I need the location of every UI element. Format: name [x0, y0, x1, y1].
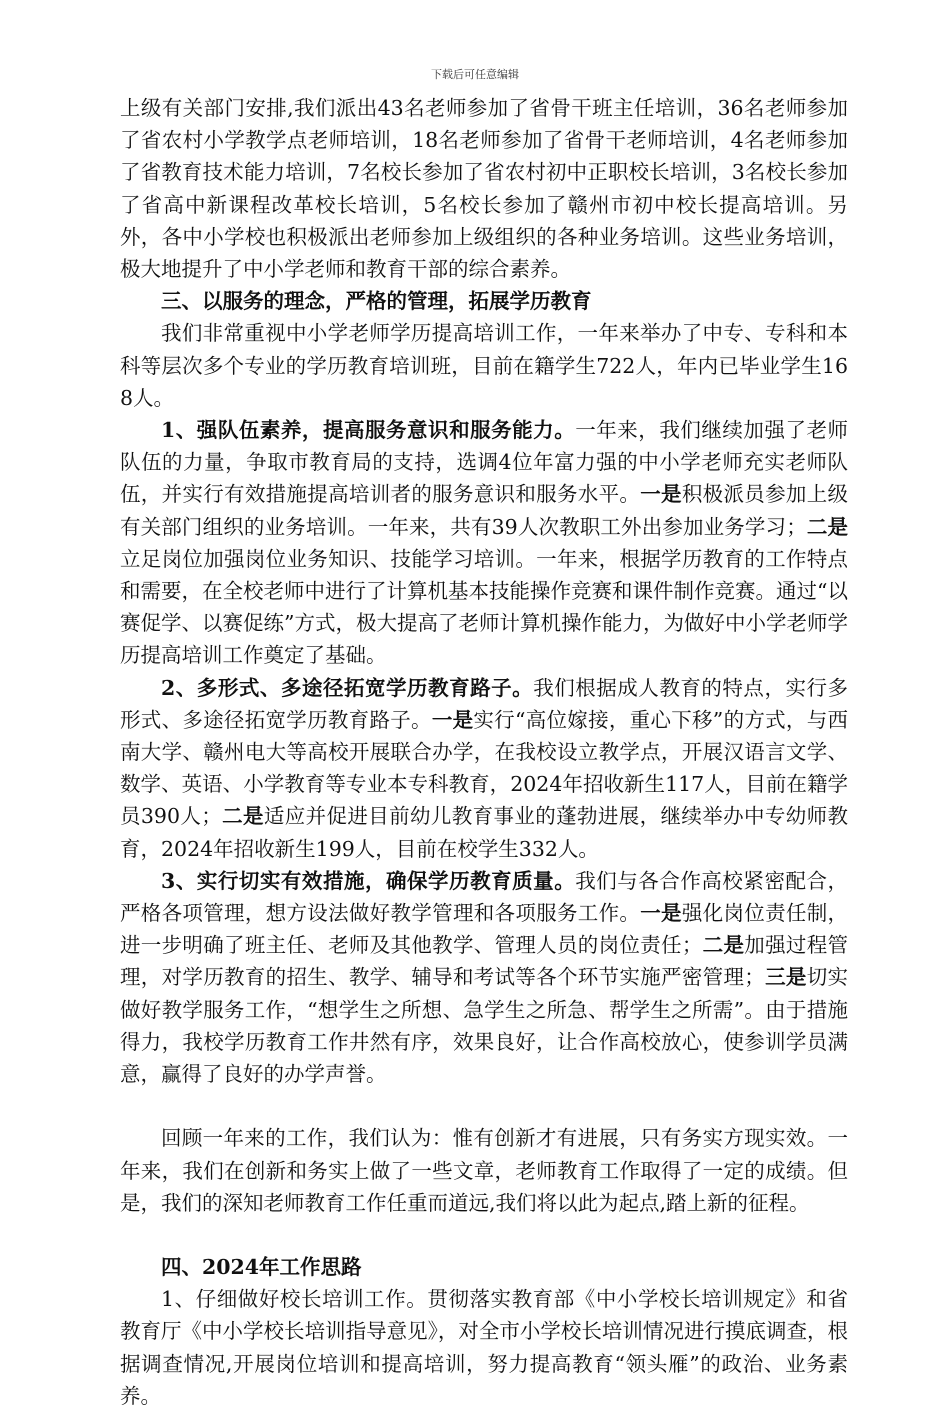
subsection-3-text-4: 切实做好教学服务工作，“想学生之所想、急学生之所急、帮学生之所需”。由于措施得力，我校学历教育工作井然有序，效果良好，让合作高校放心，使参训学员满意，赢得了良好的办学声誉。 [120, 965, 849, 1087]
paragraph-review: 回顾一年来的工作，我们认为：惟有创新才有进展，只有务实方现实效。一年来，我们在创新和务实上做了一些文章，老师教育工作取得了一定的成绩。但是，我们的深知老师教育工作任重而道远,我们将以此为起点,踏上新的征程。 [120, 1126, 848, 1215]
subsection-2-text-2: 实行“高位嫁接，重心下移”的方式，与西南大学、赣州电大等高校开展联合办学，在我校设立教学点，开展汉语言文学、数学、英语、小学教育等专业本专科教育，2024年招收新生117人，目前在籍学员390人； [120, 707, 849, 829]
subsection-1-text-1: 一年来，我们继续加强了老师队伍的力量，争取市教育局的支持，选调4位年富力强的中小学老师充实老师队伍，并实行有效措施提高培训者的服务意识和服务水平。 [120, 418, 849, 507]
subsection-2 [120, 672, 848, 865]
subsection-2-keyword-2: 二是 [221, 804, 264, 829]
subsection-1-text-2: 积极派员参加上级有关部门组织的业务培训。一年来，共有39人次教职工外出参加业务学习； [120, 482, 849, 539]
paragraph-training: 上级有关部门安排,我们派出43名老师参加了省骨干班主任培训，36名老师参加了省农村小学教学点老师培训，18名老师参加了省骨干老师培训，4名老师参加了省教育技术能力培训，7名校长参加了省农村初中正职校长培训，3名校长参加了省高中新课程改革校长培训，5名校长参加了赣州市初中校长提高培训。另外，各中小学校也积极派出老师参加上级组织的各种业务培训。这些业务培训，极大地提升了中小学老师和教育干部的综合素养。 [120, 96, 848, 282]
subsection-1-keyword-1: 一是 [640, 482, 682, 507]
subsection-3-keyword-1: 一是 [640, 901, 682, 926]
subsection-3-text-2: 强化岗位责任制，进一步明确了班主任、老师及其他教学、管理人员的岗位责任； [120, 901, 849, 958]
section-heading-3: 三、以服务的理念，严格的管理，拓展学历教育 [161, 289, 592, 314]
subsection-1-text-3: 立足岗位加强岗位业务知识、技能学习培训。一年来，根据学历教育的工作特点和需要，在全校老师中进行了计算机基本技能操作竞赛和课件制作竞赛。通过“以赛促学、以赛促练”方式，极大提高了老师计算机操作能力，为做好中小学老师学历提高培训工作奠定了基础。 [120, 546, 848, 668]
subsection-3-title: 3、实行切实有效措施，确保学历教育质量。 [161, 868, 576, 893]
document-body [120, 92, 848, 1412]
subsection-3-keyword-3: 三是 [764, 965, 807, 990]
subsection-2-keyword-1: 一是 [431, 707, 474, 732]
subsection-3 [120, 865, 848, 1090]
subsection-2-text-1: 我们根据成人教育的特点，实行多形式、多途径拓宽学历教育路子。 [120, 675, 849, 732]
subsection-2-title: 2、多形式、多途径拓宽学历教育路子。 [161, 675, 534, 700]
subsection-1-title: 1、强队伍素养，提高服务意识和服务能力。 [161, 418, 576, 443]
paragraph-degree-education: 我们非常重视中小学老师学历提高培训工作，一年来举办了中专、专科和本科等层次多个专业的学历教育培训班，目前在籍学生722人，年内已毕业学生168人。 [120, 321, 848, 410]
paragraph-principal-training: 1、仔细做好校长培训工作。贯彻落实教育部《中小学校长培训规定》和省教育厅《中小学校长培训指导意见》，对全市小学校长培训情况进行摸底调查，根据调查情况,开展岗位培训和提高培训，努力提高教育“领头雁”的政治、业务素养。 [120, 1287, 848, 1408]
spacer [120, 1090, 848, 1122]
subsection-3-keyword-2: 二是 [702, 933, 745, 958]
subsection-1-keyword-2: 二是 [806, 514, 848, 539]
subsection-3-text-3: 加强过程管理，对学历教育的招生、教学、辅导和考试等各个环节实施严密管理； [120, 933, 849, 990]
subsection-3-text-1: 我们与各合作高校紧密配合，严格各项管理，想方设法做好教学管理和各项服务工作。 [120, 868, 849, 926]
subsection-2-text-3: 适应并促进目前幼儿教育事业的蓬勃进展，继续举办中专幼师教育，2024年招收新生199人，目前在校学生332人。 [120, 804, 849, 861]
spacer [120, 1219, 848, 1251]
section-heading-4: 四、2024年工作思路 [161, 1254, 362, 1279]
subsection-1 [120, 414, 848, 672]
header-note: 下载后可任意编辑 [431, 68, 519, 81]
